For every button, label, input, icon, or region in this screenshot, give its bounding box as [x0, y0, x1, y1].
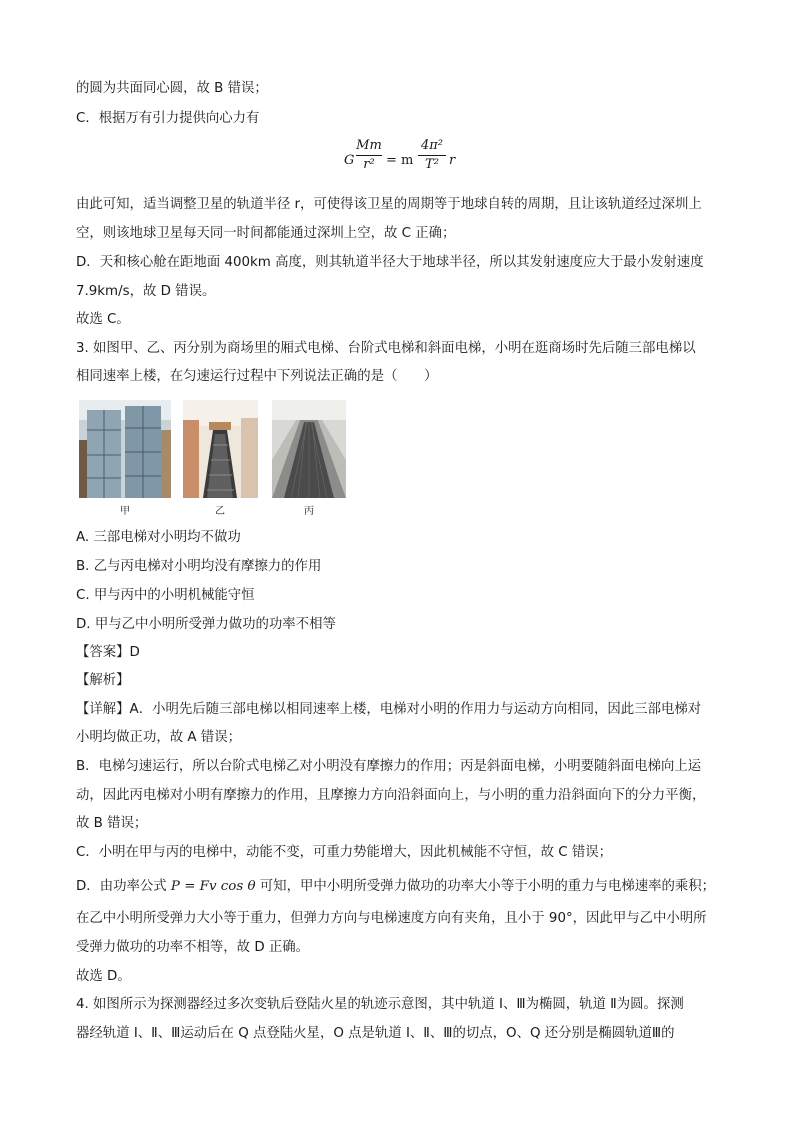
question-3-stem: 3. 如图甲、乙、丙分别为商场里的厢式电梯、台阶式电梯和斜面电梯，小明在逛商场时先后随三部电梯以 [76, 341, 696, 356]
text-line: C．根据万有引力提供向心力有 [76, 111, 260, 126]
option-d: D. 甲与乙中小明所受弹力做功的功率不相等 [76, 617, 336, 632]
option-a: A. 三部电梯对小明均不做功 [76, 530, 241, 545]
question-4-stem: 4. 如图所示为探测器经过多次变轨后登陆火星的轨迹示意图，其中轨道 Ⅰ、Ⅲ为椭圆，轨道 Ⅱ为圆。探测 [76, 997, 684, 1012]
caption-yi: 乙 [215, 506, 225, 517]
text-segment: D．由功率公式 [76, 879, 171, 894]
text-line: 动，因此丙电梯对小明有摩擦力的作用，且摩擦力方向沿斜面向上，与小明的重力沿斜面向下的分力平衡， [76, 788, 706, 803]
text-line [76, 878, 715, 896]
denominator: r² [363, 157, 375, 172]
option-b: B. 乙与丙电梯对小明均没有摩擦力的作用 [76, 559, 322, 574]
question-3-stem: 相同速率上楼，在匀速运行过程中下列说法正确的是（ ） [76, 369, 438, 384]
text-line: D．天和核心舱在距地面 400km 高度，则其轨道半径大于地球半径，所以其发射速度应大于最小发射速度 [76, 255, 704, 270]
text-line: 故选 D。 [76, 969, 131, 984]
text-line: 的圆为共面同心圆，故 B 错误； [76, 81, 268, 96]
text-line: 小明均做正功，故 A 错误； [76, 730, 241, 745]
text-segment: 可知，甲中小明所受弹力做功的功率大小等于小明的重力与电梯速率的乘积； [255, 879, 716, 894]
fraction-4pi2-t2 [418, 138, 446, 173]
text-line: 空，则该地球卫星每天同一时间都能通过深圳上空，故 C 正确； [76, 226, 456, 241]
caption-bing: 丙 [304, 506, 314, 517]
denominator: T² [425, 157, 439, 172]
caption-jia: 甲 [120, 506, 130, 517]
gravitation-formula [344, 138, 474, 188]
question-4-stem: 器经轨道 Ⅰ、Ⅱ、Ⅲ运动后在 Q 点登陆火星，O 点是轨道 Ⅰ、Ⅱ、Ⅲ的切点，O、Q 还分别是椭圆轨道Ⅲ的 [76, 1026, 675, 1041]
answer-label: 【答案】D [76, 645, 140, 660]
analysis-label: 【解析】 [76, 673, 130, 688]
fraction-mm-r2 [356, 138, 382, 173]
power-formula: P = Fv cos θ [170, 879, 256, 894]
text-line: C．小明在甲与丙的电梯中，动能不变，可重力势能增大，因此机械能不守恒，故 C 错误； [76, 845, 613, 860]
text-line: B．电梯匀速运行，所以台阶式电梯乙对小明没有摩擦力的作用；丙是斜面电梯，小明要随斜面电梯向上运 [76, 759, 702, 774]
formula-equals-m: = m [386, 153, 414, 168]
numerator: 4π² [420, 138, 444, 153]
text-line: 故选 C。 [76, 312, 130, 327]
escalator-photo-yi [183, 400, 275, 498]
elevator-photo-jia [79, 400, 171, 498]
moving-walkway-photo-bing [272, 400, 346, 498]
numerator: Mm [356, 138, 382, 153]
text-line: 7.9km/s，故 D 错误。 [76, 284, 216, 299]
option-c: C. 甲与丙中的小明机械能守恒 [76, 588, 255, 603]
text-line: 【详解】A．小明先后随三部电梯以相同速率上楼，电梯对小明的作用力与运动方向相同，因此三部电梯对 [76, 702, 702, 717]
text-line: 故 B 错误； [76, 816, 148, 831]
text-line: 由此可知，适当调整卫星的轨道半径 r，可使得该卫星的周期等于地球自转的周期，且让该轨道经过深圳上 [76, 197, 702, 212]
formula-g: G [344, 153, 355, 168]
text-line: 在乙中小明所受弹力大小等于重力，但弹力方向与电梯速度方向有夹角，且小于 90°，因此甲与乙中小明所 [76, 911, 707, 926]
text-line: 受弹力做功的功率不相等，故 D 正确。 [76, 940, 310, 955]
formula-r: r [449, 153, 456, 168]
